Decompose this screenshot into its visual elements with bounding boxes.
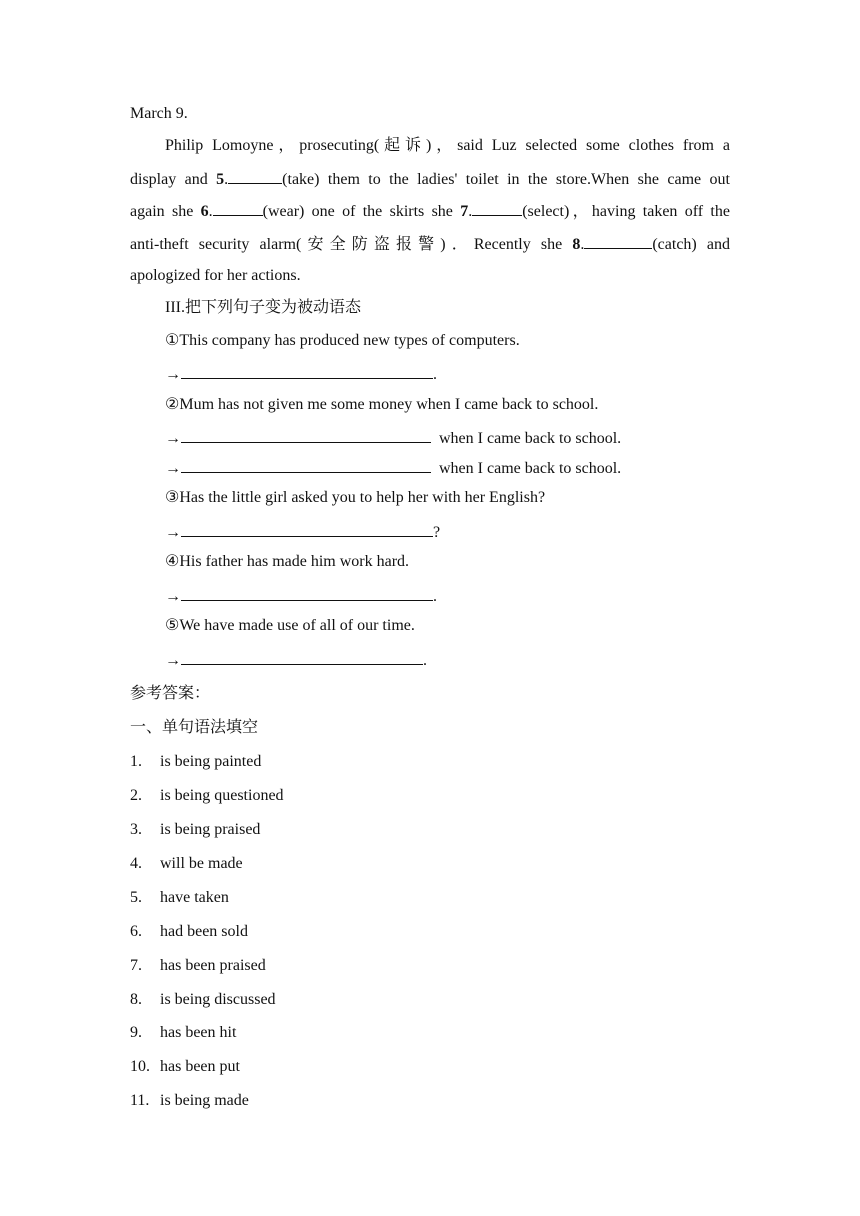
answer-blank-2a[interactable] [181,427,431,443]
passage-line-5: apologized for her actions. [130,267,301,284]
answer-text: had been sold [160,923,248,940]
passage-line-1-text: Philip Lomoyne，prosecuting(起诉)，said Luz selected some clothes from a [165,137,730,154]
passage-line-2-suffix: (take) them to the ladies' toilet in the store.When she came out [282,171,730,188]
arrow-icon: → [165,430,181,447]
blank-8[interactable] [584,233,652,249]
arrow-icon: → [165,366,181,383]
answer-text: has been hit [160,1024,237,1041]
answer-number: 7. [130,957,142,974]
answer-line-4 [165,585,437,607]
answer-number: 4. [130,855,142,872]
answer-item [130,956,266,976]
answer-blank-3[interactable] [181,521,433,537]
answer-item [130,854,243,874]
answer-line-5 [165,649,427,671]
passage-line-2-prefix: display and [130,171,217,188]
answer-number: 5. [130,889,142,906]
answer-number: 11. [130,1092,150,1109]
passage-line-2: display and 5. (take) them to the ladies' toilet in the store.When she came out [130,168,730,190]
passage-line-4: anti-theft security alarm(安全防盗报警)．Recently she 8. (catch) and [130,233,730,255]
answer-tail-2b: when I came back to school. [439,460,622,477]
answer-end-3: ? [433,524,441,541]
exercise-item-1: ①This company has produced new types of computers. [165,332,520,349]
blank-5[interactable] [228,168,282,184]
exercise-item-5: ⑤We have made use of all of our time. [165,617,415,634]
answer-text: is being questioned [160,787,284,804]
answers-section-title: 一、单句语法填空 [130,719,259,736]
blank-number-6: 6 [200,203,209,220]
answer-text: is being discussed [160,991,276,1008]
answer-item [130,1023,236,1043]
answer-number: 8. [130,991,142,1008]
exercise-item-4: ④His father has made him work hard. [165,553,410,570]
exercise-item-3: ③Has the little girl asked you to help her with her English? [165,489,546,506]
answers-heading: 参考答案： [130,685,211,702]
blank-number-7: 7 [460,203,469,220]
passage-line-3-middle: (wear) one of the skirts she [262,203,461,220]
section-3-title: III.把下列句子变为被动语态 [165,299,361,316]
answer-text: will be made [160,855,243,872]
answer-number: 1. [130,753,142,770]
passage-line-3: again she 6. (wear) one of the skirts she 7. (select)，having taken off the [130,200,730,222]
answer-line-3 [165,521,440,543]
answer-blank-4[interactable] [181,585,433,601]
answer-text: is being praised [160,821,261,838]
answer-blank-5[interactable] [181,649,423,665]
answer-item [130,1057,240,1077]
answer-text: have taken [160,889,229,906]
answer-text: is being made [160,1092,249,1109]
answer-number: 2. [130,787,142,804]
arrow-icon: → [165,524,181,541]
passage-line-4-prefix: anti-theft security alarm(安全防盗报警)．Recently she [130,236,573,253]
answer-line-1 [165,363,437,385]
answer-tail-2a: when I came back to school. [439,430,622,447]
arrow-icon: → [165,652,181,669]
passage-line-3-suffix: (select)，having taken off the [522,203,730,220]
answer-number: 10. [130,1058,150,1075]
blank-6[interactable] [213,200,263,216]
answer-number: 9. [130,1024,142,1041]
answer-number: 3. [130,821,142,838]
blank-number-5: 5 [216,171,225,188]
answer-end-4: . [433,588,437,605]
answer-blank-2b[interactable] [181,457,431,473]
arrow-icon: → [165,460,181,477]
answer-line-2a [165,427,621,449]
answer-item [130,752,261,772]
answer-number: 6. [130,923,142,940]
answer-item [130,922,248,942]
blank-number-8: 8 [572,236,581,253]
passage-line-4-suffix: (catch) and [652,236,730,253]
answer-text: is being painted [160,753,262,770]
answer-item [130,1091,249,1111]
arrow-icon: → [165,588,181,605]
answer-item [130,820,260,840]
answer-text: has been praised [160,957,266,974]
exercise-item-2: ②Mum has not given me some money when I came back to school. [165,396,599,413]
answer-end-5: . [423,652,427,669]
answer-item [130,888,229,908]
passage-date-line: March 9. [130,105,188,122]
answer-item [130,786,284,806]
passage-line-3-prefix: again she [130,203,201,220]
passage-line-1 [165,136,730,156]
answer-end-1: . [433,366,437,383]
answer-text: has been put [160,1058,240,1075]
answer-item [130,990,276,1010]
blank-7[interactable] [472,200,522,216]
answer-line-2b [165,457,621,479]
answer-blank-1[interactable] [181,363,433,379]
